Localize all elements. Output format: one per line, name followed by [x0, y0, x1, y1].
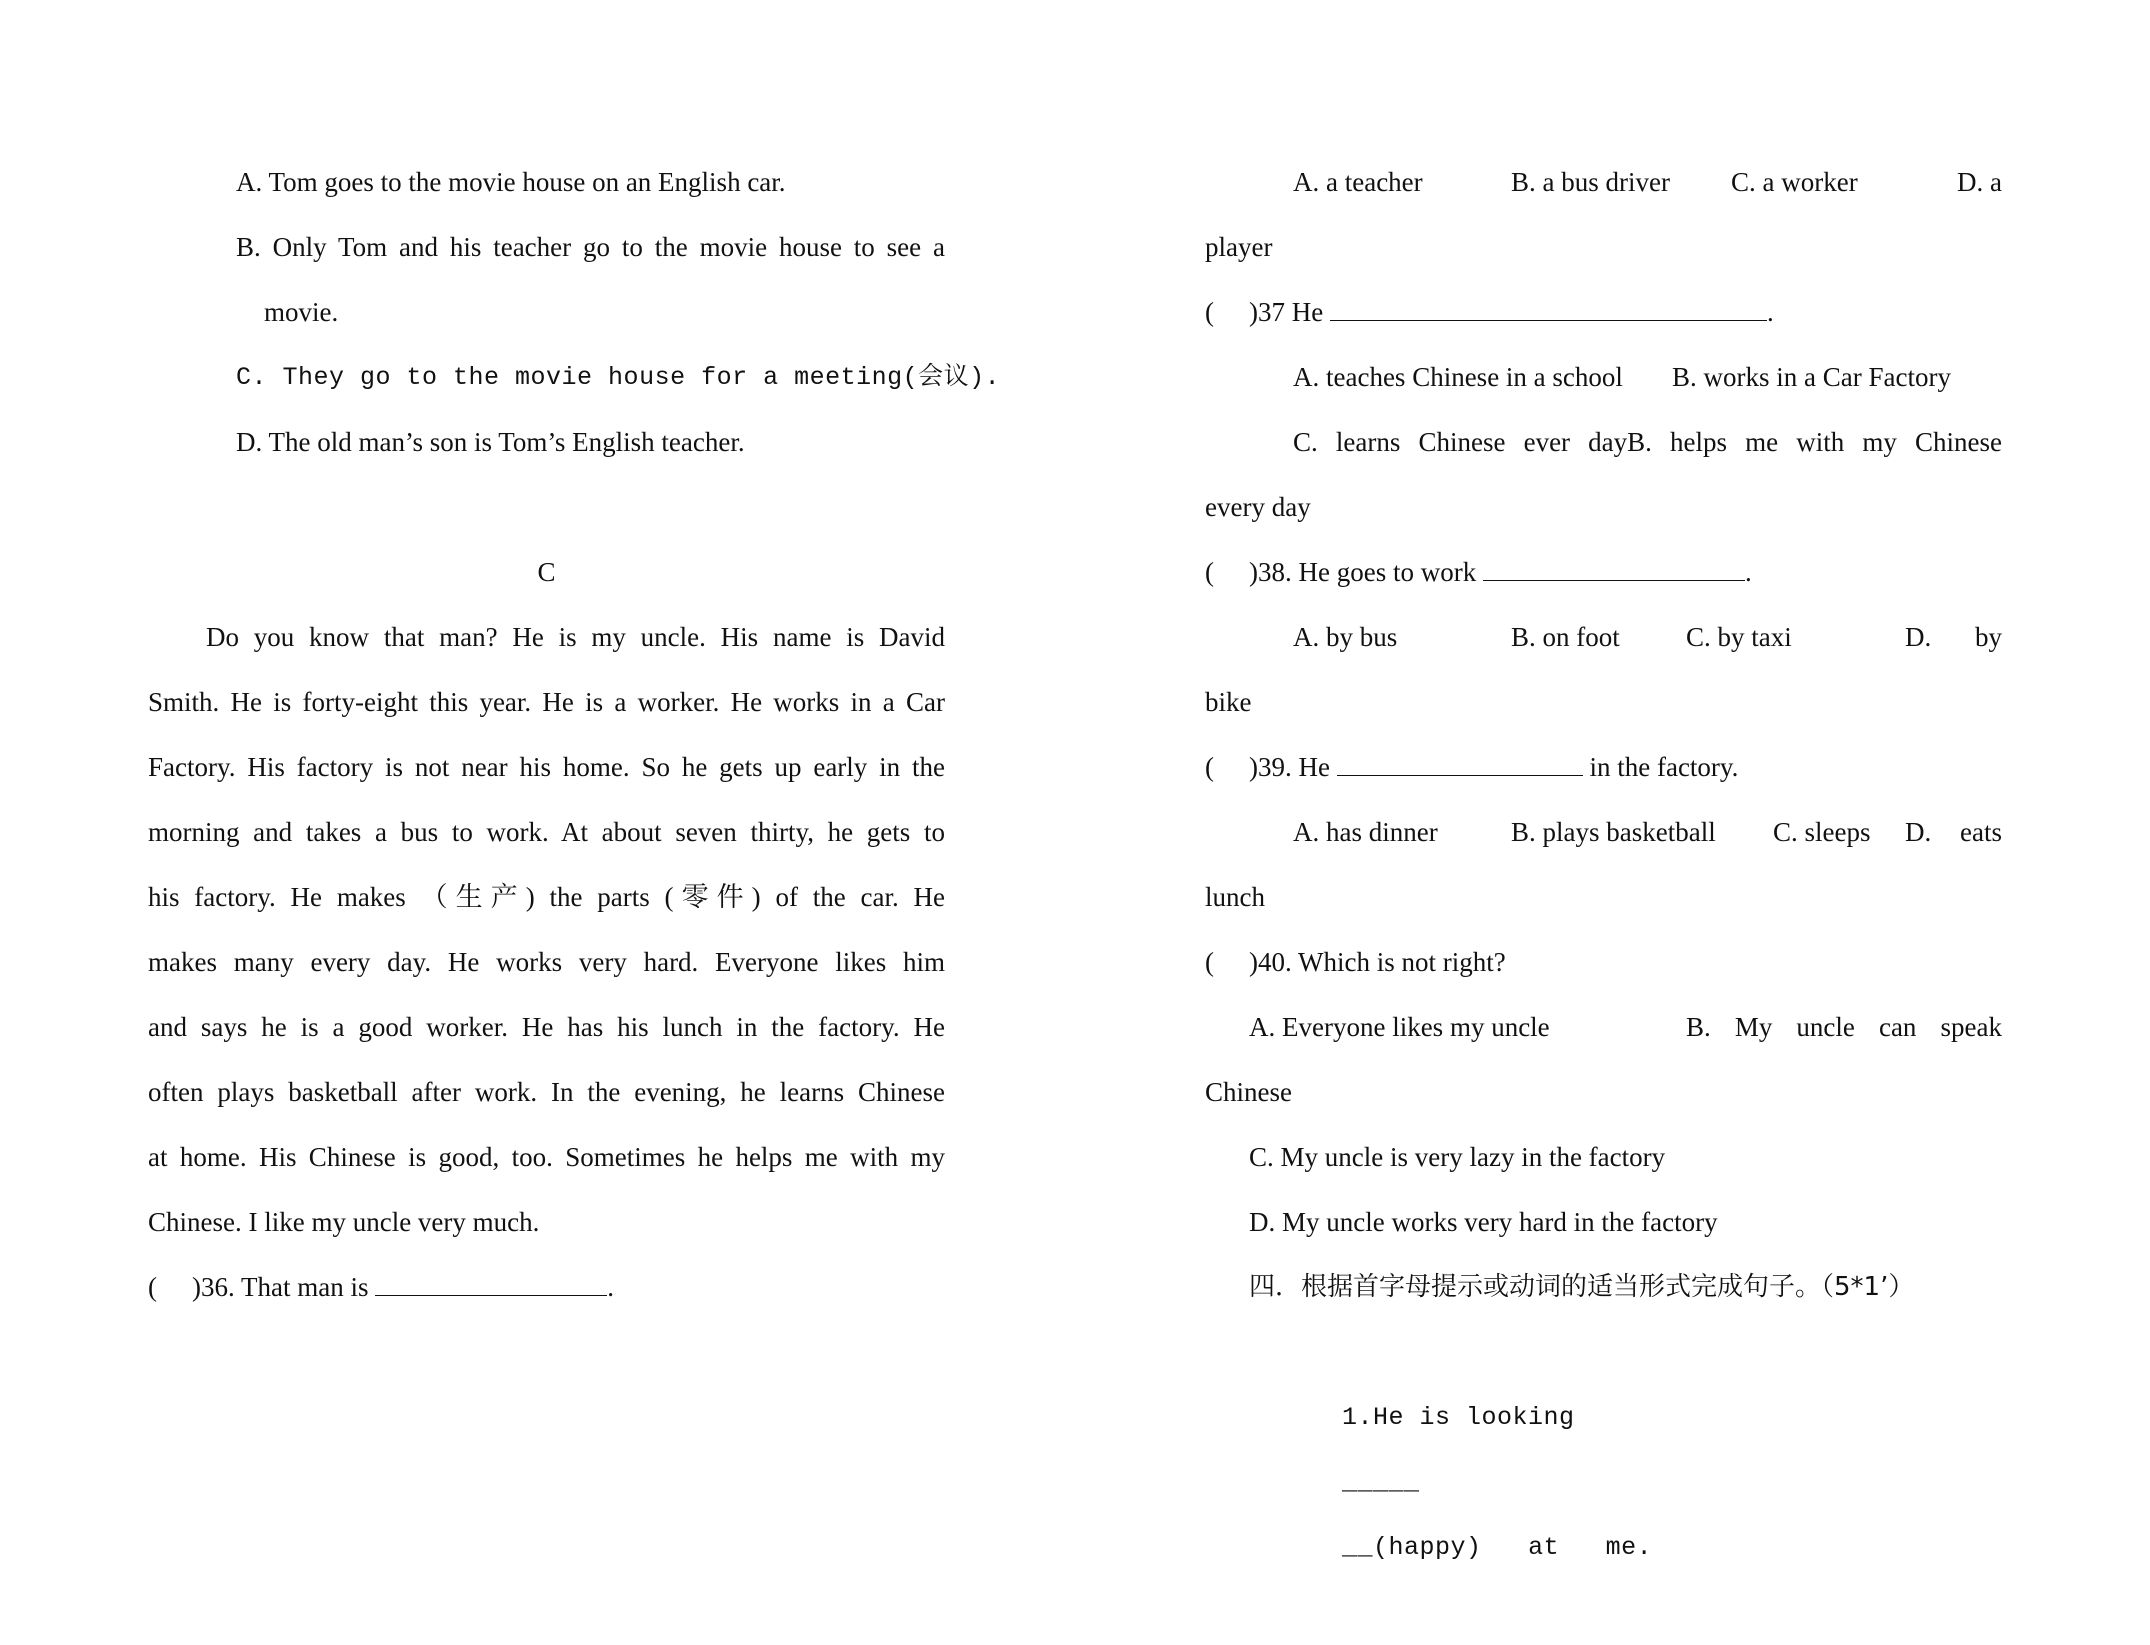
option-d-prev-question: D. The old man’s son is Tom’s English teacher.: [236, 427, 745, 457]
item-1-blank-2[interactable]: __: [1342, 1533, 1374, 1562]
option-d: D. eats: [1905, 817, 2002, 847]
answer-bracket[interactable]: (: [1205, 752, 1214, 782]
question-38-end: .: [1744, 557, 1752, 587]
option-a: A. Everyone likes my uncle: [1249, 1012, 1550, 1042]
option-a: A. teaches Chinese in a school: [1293, 362, 1623, 392]
passage-line: at home. His Chinese is good, too. Sometimes he helps me with my: [148, 1142, 945, 1172]
option-b: B. plays basketball: [1511, 817, 1716, 847]
option-c: C. by taxi: [1686, 622, 1792, 652]
answer-bracket[interactable]: (: [1205, 297, 1214, 327]
answer-blank[interactable]: [1337, 751, 1583, 776]
passage-line: often plays basketball after work. In the evening, he learns Chinese: [148, 1077, 945, 1107]
answer-bracket[interactable]: (: [1205, 947, 1214, 977]
option-c: C. a worker: [1731, 167, 1858, 197]
question-40: [1205, 930, 2002, 995]
option-a: A. has dinner: [1293, 817, 1438, 847]
question-38-text: )38. He goes to work: [1249, 557, 1477, 587]
option-d-continued: player: [1205, 232, 1273, 262]
option-b: B. works in a Car Factory: [1672, 362, 1951, 392]
question-36: [148, 1255, 945, 1320]
option-a: A. a teacher: [1293, 167, 1423, 197]
option-d: D. a: [1957, 167, 2002, 197]
option-d: D. My uncle works very hard in the factory: [1249, 1207, 1718, 1237]
option-c: C. My uncle is very lazy in the factory: [1249, 1142, 1666, 1172]
question-37-options-row2-continued: every day: [1205, 492, 1311, 522]
passage-line: Chinese. I like my uncle very much.: [148, 1207, 540, 1237]
answer-bracket[interactable]: (: [1205, 557, 1214, 587]
question-36-options: [1205, 150, 2002, 215]
question-40-text: )40. Which is not right?: [1249, 947, 1506, 977]
question-36-end: .: [607, 1272, 614, 1302]
option-b-continued: Chinese: [1205, 1077, 1292, 1107]
passage-line: his factory. He makes （生产) the parts (零件) of the car. He: [148, 882, 945, 912]
question-39-options: [1205, 800, 2002, 865]
option-c: C. sleeps: [1773, 817, 1871, 847]
passage-line: Smith. He is forty-eight this year. He is a worker. He works in a Car: [148, 687, 945, 717]
answer-bracket[interactable]: (: [148, 1272, 157, 1302]
option-b: B. on foot: [1511, 622, 1620, 652]
option-b: B. My uncle can speak: [1686, 1012, 2002, 1042]
answer-blank[interactable]: [375, 1271, 607, 1296]
answer-blank[interactable]: [1330, 296, 1767, 321]
passage-line: Factory. His factory is not near his home. So he gets up early in the: [148, 752, 945, 782]
option-a-prev-question: A. Tom goes to the movie house on an English car.: [236, 167, 786, 197]
question-37-options-row1: [1205, 345, 2002, 410]
option-d-continued: bike: [1205, 687, 1252, 717]
question-38-options: [1205, 605, 2002, 670]
question-36-text: )36. That man is: [192, 1272, 369, 1302]
passage-line: Do you know that man? He is my uncle. His name is David: [206, 622, 945, 652]
question-38: [1205, 540, 2002, 605]
item-1-hint: (happy): [1373, 1533, 1482, 1562]
item-1-prefix: 1.He is looking: [1342, 1403, 1575, 1432]
section-heading-c: C: [537, 557, 556, 587]
option-b-prev-question-continued: movie.: [264, 297, 339, 327]
passage-line: morning and takes a bus to work. At about seven thirty, he gets to: [148, 817, 945, 847]
fill-in-item-1: [1205, 1320, 2002, 1562]
option-d: D. by: [1905, 622, 2002, 652]
section-four-heading: 四．根据首字母提示或动词的适当形式完成句子。（5*1’）: [1249, 1272, 1915, 1302]
item-1-suffix: at me.: [1481, 1533, 1653, 1562]
passage-line: and says he is a good worker. He has his lunch in the factory. He: [148, 1012, 945, 1042]
option-d-continued: lunch: [1205, 882, 1265, 912]
question-40-options-row1: [1205, 995, 2002, 1060]
item-1-blank[interactable]: _____: [1342, 1468, 1420, 1497]
option-b-prev-question: B. Only Tom and his teacher go to the movie house to see a: [236, 232, 945, 262]
option-b: B. a bus driver: [1511, 167, 1670, 197]
question-39-after: in the factory.: [1589, 752, 1739, 782]
question-37-options-row2: C. learns Chinese ever dayB. helps me with my Chinese: [1293, 427, 2002, 457]
question-37-end: .: [1766, 297, 1774, 327]
option-c-prev-question: C. They go to the movie house for a meeting(会议).: [236, 363, 1001, 392]
question-39-text: )39. He: [1249, 752, 1330, 782]
question-39: [1205, 735, 2002, 800]
answer-blank[interactable]: [1483, 556, 1745, 581]
question-37: [1205, 280, 2002, 345]
question-37-text: )37 He: [1249, 297, 1324, 327]
passage-line: makes many every day. He works very hard. Everyone likes him: [148, 947, 945, 977]
option-a: A. by bus: [1293, 622, 1398, 652]
